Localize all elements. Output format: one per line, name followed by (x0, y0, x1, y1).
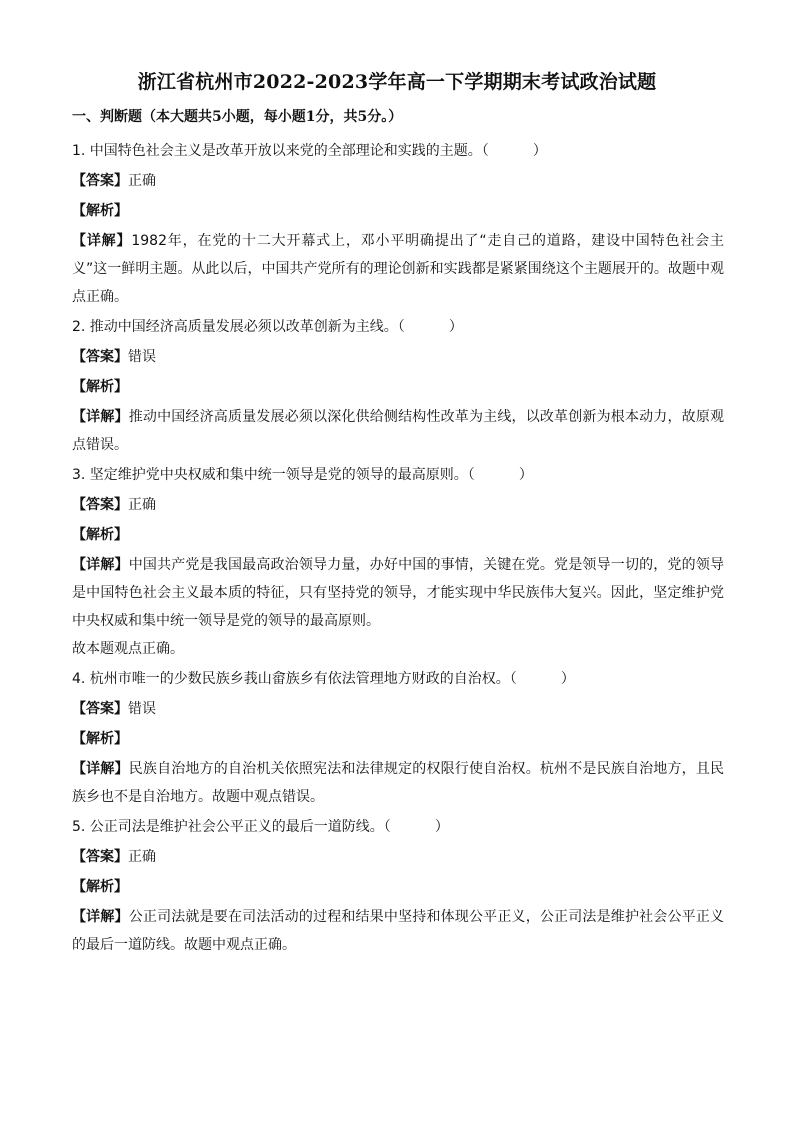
section-heading: 一、判断题（本大题共5小题，每小题1分，共5分。） (72, 109, 403, 125)
answer-label: 【答案】 (72, 701, 128, 717)
detail-label: 【详解】 (72, 409, 129, 425)
analysis-line (72, 373, 724, 401)
detail-paragraph (72, 227, 724, 311)
answer-label: 【答案】 (72, 349, 128, 365)
answer-value: 正确 (128, 173, 156, 189)
answer-line (72, 343, 724, 371)
detail-label: 【详解】 (72, 233, 132, 249)
detail-text: 中国共产党是我国最高政治领导力量，办好中国的事情，关键在党。党是领导一切的，党的领导是中国特色社会主义最本质的特征，只有坚持党的领导，才能实现中华民族伟大复兴。因此，坚定维护党中央权威和集中统一领导是党的领导的最高原则。 (72, 557, 725, 629)
detail-paragraph (72, 755, 724, 811)
answer-label: 【答案】 (72, 849, 128, 865)
question-stem-close: ） (560, 671, 575, 687)
analysis-line (72, 725, 724, 753)
answer-value: 错误 (128, 349, 156, 365)
question-5 (72, 813, 724, 959)
question-stem-text: 2. 推动中国经济高质量发展必须以改革创新为主线。（ (72, 319, 405, 335)
question-4 (72, 665, 724, 811)
detail-label: 【详解】 (72, 909, 129, 925)
detail-label: 【详解】 (72, 761, 129, 777)
question-3 (72, 461, 724, 663)
question-1 (72, 137, 724, 311)
analysis-line (72, 873, 724, 901)
question-list (72, 137, 724, 959)
analysis-label: 【解析】 (72, 379, 128, 395)
answer-value: 错误 (128, 701, 156, 717)
answer-line (72, 843, 724, 871)
question-stem-text: 4. 杭州市唯一的少数民族乡莪山畲族乡有依法管理地方财政的自治权。（ (72, 671, 517, 687)
analysis-line (72, 197, 724, 225)
detail-text: 公正司法就是要在司法活动的过程和结果中坚持和体现公平正义，公正司法是维护社会公平正义的最后一道防线。故题中观点正确。 (72, 909, 725, 953)
analysis-label: 【解析】 (72, 527, 128, 543)
detail-paragraph (72, 551, 724, 635)
answer-label: 【答案】 (72, 497, 128, 513)
answer-value: 正确 (128, 849, 156, 865)
answer-label: 【答案】 (72, 173, 128, 189)
detail-paragraph (72, 903, 724, 959)
detail-label: 【详解】 (72, 557, 129, 573)
detail-text: 民族自治地方的自治机关依照宪法和法律规定的权限行使自治权。杭州不是民族自治地方，且民族乡也不是自治地方。故题中观点错误。 (72, 761, 725, 805)
answer-line (72, 167, 724, 195)
question-stem-text: 5. 公正司法是维护社会公平正义的最后一道防线。（ (72, 819, 391, 835)
question-stem-text: 3. 坚定维护党中央权威和集中统一领导是党的领导的最高原则。（ (72, 467, 475, 483)
answer-line (72, 491, 724, 519)
detail-paragraph (72, 403, 724, 459)
question-stem (72, 813, 724, 841)
detail-text: 1982年，在党的十二大开幕式上，邓小平明确提出了“走自己的道路，建设中国特色社会主义”这一鲜明主题。从此以后，中国共产党所有的理论创新和实践都是紧紧围绕这个主题展开的。故题中观点正确。 (72, 233, 724, 305)
question-stem (72, 137, 724, 165)
analysis-label: 【解析】 (72, 203, 128, 219)
question-stem-close: ） (532, 143, 547, 159)
question-stem-close: ） (518, 467, 533, 483)
answer-line (72, 695, 724, 723)
question-stem (72, 665, 724, 693)
question-stem (72, 313, 724, 341)
question-2 (72, 313, 724, 459)
analysis-label: 【解析】 (72, 879, 128, 895)
detail-text: 推动中国经济高质量发展必须以深化供给侧结构性改革为主线，以改革创新为根本动力，故原观点错误。 (72, 409, 725, 453)
question-stem-close: ） (434, 819, 449, 835)
question-stem-close: ） (448, 319, 463, 335)
page-title: 浙江省杭州市2022-2023学年高一下学期期末考试政治试题 (137, 71, 657, 93)
question-stem (72, 461, 724, 489)
question-stem-text: 1. 中国特色社会主义是改革开放以来党的全部理论和实践的主题。（ (72, 143, 489, 159)
detail-conclusion: 故本题观点正确。 (72, 641, 184, 657)
answer-value: 正确 (128, 497, 156, 513)
analysis-label: 【解析】 (72, 731, 128, 747)
analysis-line (72, 521, 724, 549)
